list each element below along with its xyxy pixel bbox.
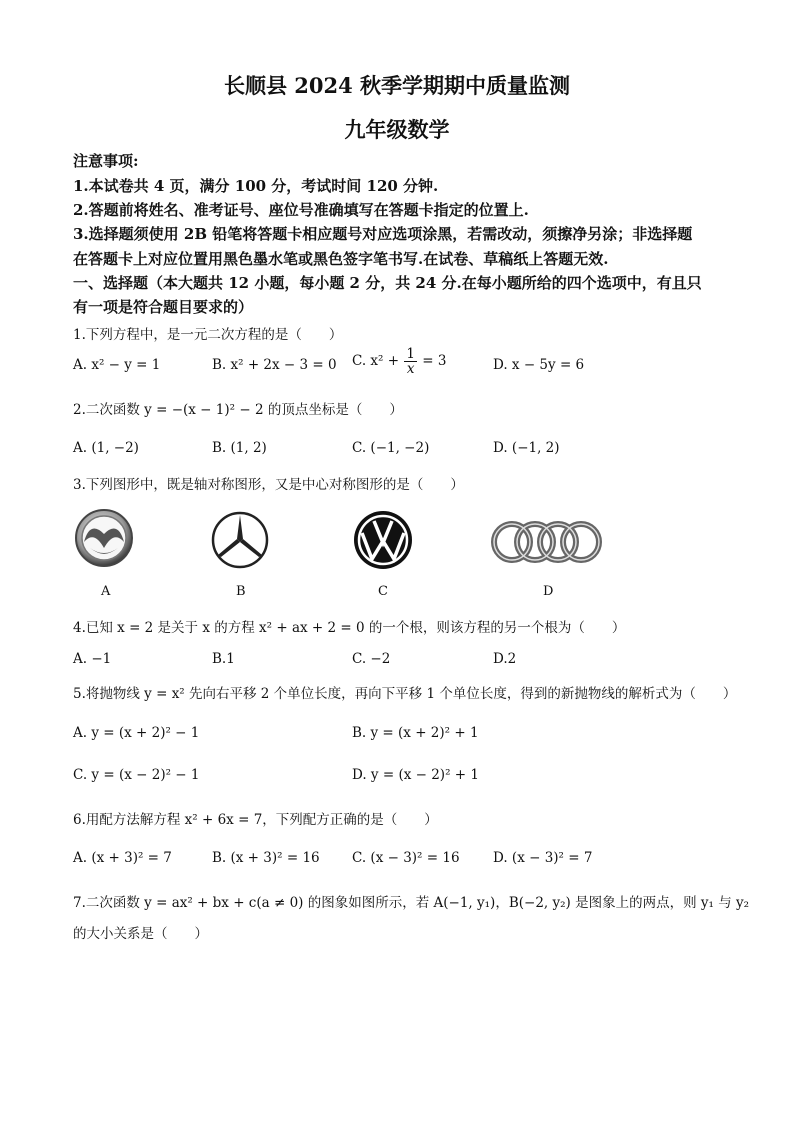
exam-subtitle: 九年级数学 — [344, 117, 450, 142]
q1-option-c-prefix: C. x² + — [352, 353, 404, 370]
q3-label-c: C — [378, 584, 388, 599]
q2-option-d: D. (−1, 2) — [493, 440, 560, 456]
notes-item-2: 2.答题前将姓名、准考证号、座位号准确填写在答题卡指定的位置上. — [73, 201, 529, 219]
mercedes-logo — [209, 509, 271, 571]
q3-stem: 3.下列图形中，既是轴对称图形，又是中心对称图形的是（ ） — [73, 477, 464, 493]
q3-label-a: A — [101, 584, 111, 599]
q6-option-c: C. (x − 3)² = 16 — [352, 850, 460, 866]
q1-option-c — [352, 347, 446, 376]
q5-option-c: C. y = (x − 2)² − 1 — [73, 767, 200, 783]
notes-heading: 注意事项: — [73, 152, 139, 170]
q4-option-d: D.2 — [493, 651, 517, 667]
q4-option-a: A. −1 — [73, 651, 112, 667]
audi-logo — [490, 514, 602, 570]
volkswagen-logo — [352, 509, 414, 571]
q5-option-b: B. y = (x + 2)² + 1 — [352, 725, 479, 741]
q1-stem: 1.下列方程中，是一元二次方程的是（ ） — [73, 327, 343, 343]
q3-label-d: D — [543, 584, 554, 599]
q6-option-b: B. (x + 3)² = 16 — [212, 850, 320, 866]
q1-option-d: D. x − 5y = 6 — [493, 357, 585, 373]
q7-stem-line-1: 7.二次函数 y = ax² + bx + c(a ≠ 0) 的图象如图所示，若 A(−1, y₁)，B(−2, y₂) 是图象上的两点，则 y₁ 与 y₂ — [73, 895, 750, 911]
notes-item-3-line-1: 3.选择题须使用 2B 铅笔将答题卡相应题号对应选项涂黑，若需改动，须擦净另涂；非选择题 — [73, 225, 693, 243]
section-heading-line-1: 一、选择题（本大题共 12 小题，每小题 2 分，共 24 分.在每小题所给的四个选项中，有且只 — [73, 274, 702, 292]
q2-option-c: C. (−1, −2) — [352, 440, 430, 456]
q1-option-c-fraction — [404, 347, 417, 376]
q1-option-a: A. x² − y = 1 — [73, 357, 161, 373]
q4-option-b: B.1 — [212, 651, 235, 667]
q7-stem-line-2: 的大小关系是（ ） — [73, 926, 208, 942]
q1-option-c-numerator: 1 — [406, 346, 415, 362]
dongfeng-logo — [70, 508, 138, 568]
q1-option-c-suffix: = 3 — [422, 353, 447, 370]
q4-option-c: C. −2 — [352, 651, 391, 667]
q1-option-b: B. x² + 2x − 3 = 0 — [212, 357, 337, 373]
section-heading-line-2: 有一项是符合题目要求的） — [73, 298, 254, 316]
q2-stem: 2.二次函数 y = −(x − 1)² − 2 的顶点坐标是（ ） — [73, 402, 403, 418]
q2-option-b: B. (1, 2) — [212, 440, 267, 456]
notes-item-3-line-2: 在答题卡上对应位置用黑色墨水笔或黑色签字笔书写.在试卷、草稿纸上答题无效. — [73, 250, 609, 268]
q5-stem: 5.将抛物线 y = x² 先向右平移 2 个单位长度，再向下平移 1 个单位长度，得到的新抛物线的解析式为（ ） — [73, 686, 737, 702]
q5-option-d: D. y = (x − 2)² + 1 — [352, 767, 479, 783]
q3-label-b: B — [236, 584, 246, 599]
q2-option-a: A. (1, −2) — [73, 440, 139, 456]
q6-option-a: A. (x + 3)² = 7 — [73, 850, 172, 866]
q6-option-d: D. (x − 3)² = 7 — [493, 850, 593, 866]
q1-option-c-denominator: x — [406, 361, 415, 378]
q5-option-a: A. y = (x + 2)² − 1 — [73, 725, 200, 741]
q4-stem: 4.已知 x = 2 是关于 x 的方程 x² + ax + 2 = 0 的一个根，则该方程的另一个根为（ ） — [73, 620, 626, 636]
q6-stem: 6.用配方法解方程 x² + 6x = 7，下列配方正确的是（ ） — [73, 812, 438, 828]
exam-title: 长顺县 2024 秋季学期期中质量监测 — [223, 73, 571, 98]
notes-item-1: 1.本试卷共 4 页，满分 100 分，考试时间 120 分钟. — [73, 177, 439, 195]
